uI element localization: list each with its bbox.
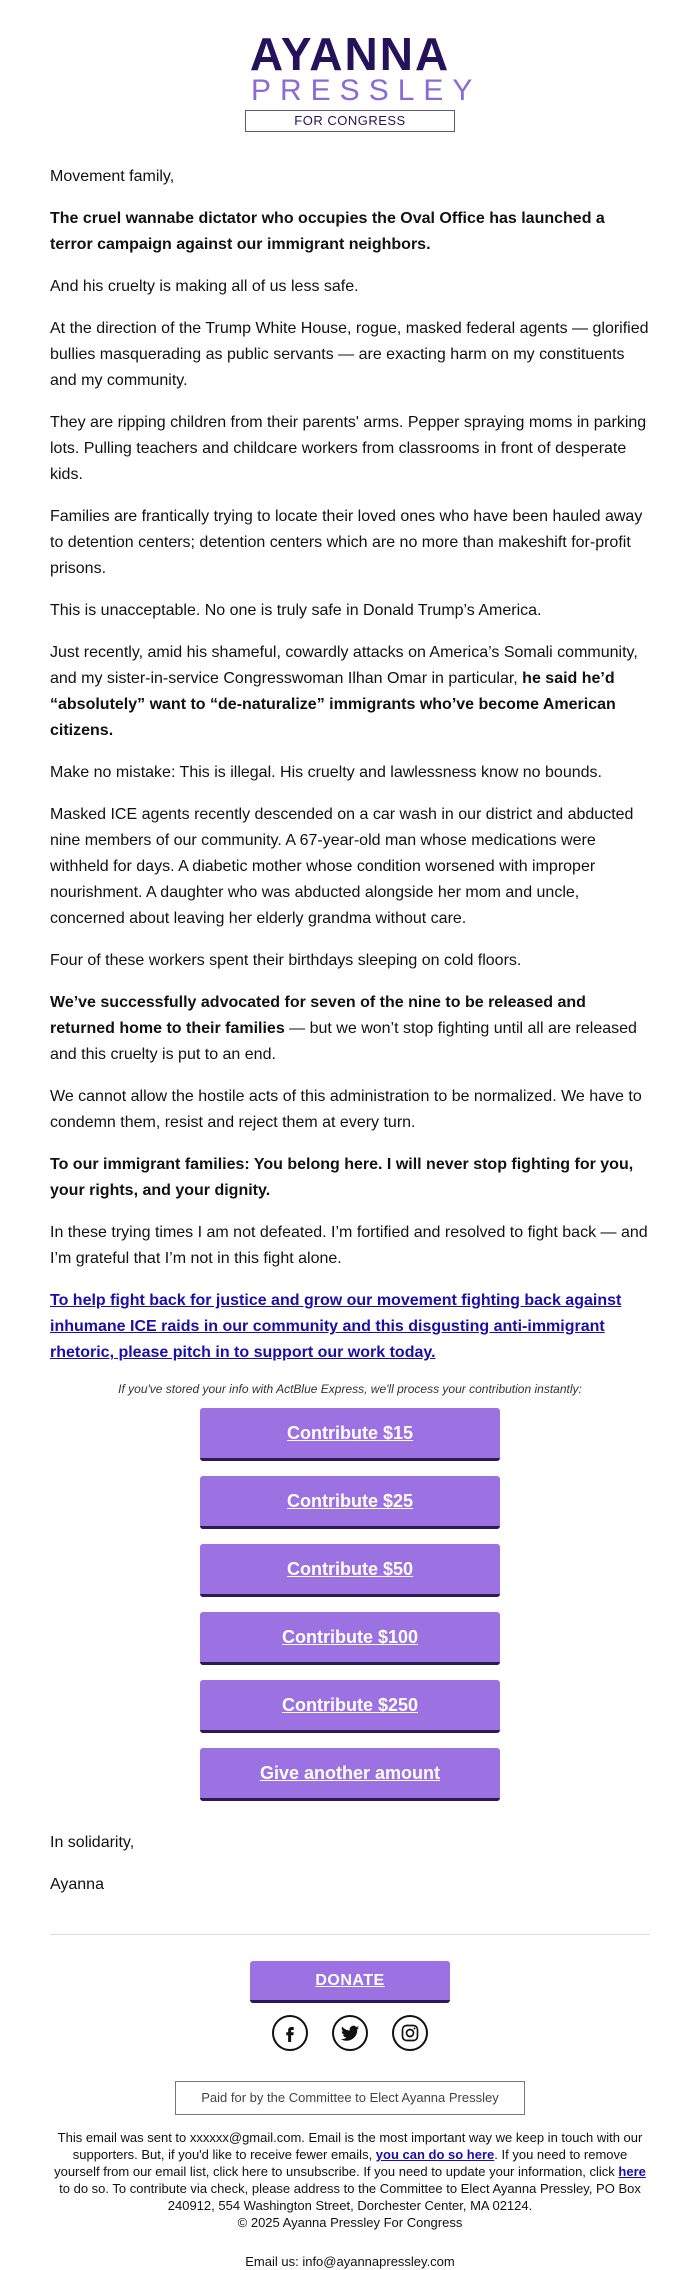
update-info-link[interactable]: here <box>618 2164 646 2179</box>
support-link[interactable]: To help fight back for justice and grow our movement fighting back against inhumane ICE raids in our community and this disgusting anti-immigrant rhetoric, please pitch in to support our work today. <box>50 1292 622 1361</box>
facebook-icon[interactable] <box>272 2015 308 2051</box>
paragraph-2: And his cruelty is making all of us less safe. <box>50 278 359 295</box>
paragraph-14: In these trying times I am not defeated. I’m fortified and resolved to fight back — and I’m grateful that I’m not in this fight alone. <box>50 1224 648 1267</box>
paragraph-1: The cruel wannabe dictator who occupies the Oval Office has launched a terror campaign against our immigrant neighbors. <box>50 210 605 253</box>
footer-text-3: to do so. To contribute via check, please address to the Committee to Elect Ayanna Pressley, PO Box 240912, 554 Washington Street, Dorchester Center, MA 02124. <box>59 2181 641 2213</box>
signoff <box>50 1830 650 1898</box>
social-links <box>0 2015 700 2051</box>
contact-email: Email us: info@ayannapressley.com <box>245 2254 455 2269</box>
paragraph-4: They are ripping children from their parents' arms. Pepper spraying moms in parking lots. Pulling teachers and childcare workers from classrooms in front of desperate kids. <box>50 414 647 483</box>
other-amount-button[interactable]: Give another amount <box>200 1748 500 1801</box>
logo-name: AYANNA <box>249 28 451 80</box>
closing: In solidarity, <box>50 1834 135 1851</box>
contribute-100-button[interactable]: Contribute $100 <box>200 1612 500 1665</box>
paid-for-disclaimer: Paid for by the Committee to Elect Ayanna Pressley <box>175 2081 525 2115</box>
signature: Ayanna <box>50 1876 104 1893</box>
campaign-logo <box>245 28 482 132</box>
greeting: Movement family, <box>50 168 175 185</box>
paragraph-11-text: — but we won’t stop fighting until all are released and this cruelty is put to an end. <box>50 1020 637 1063</box>
contribute-25-button[interactable]: Contribute $25 <box>200 1476 500 1529</box>
paragraph-6: This is unacceptable. No one is truly safe in Donald Trump’s America. <box>50 602 542 619</box>
donate-wrap <box>0 1961 700 2003</box>
paragraph-3: At the direction of the Trump White House, rogue, masked federal agents — glorified bullies masquerading as public servants — are exacting harm on my constituents and my community. <box>50 320 649 389</box>
paragraph-9: Masked ICE agents recently descended on a car wash in our district and abducted nine members of our community. A 67-year-old man whose medications were withheld for days. A diabetic mother whose condition worsened with improper nourishment. A daughter who was abducted alongside her mom and uncle, concerned about leaving her elderly grandma without care. <box>50 806 634 927</box>
paragraph-13: To our immigrant families: You belong here. I will never stop fighting for you, your rights, and your dignity. <box>50 1156 634 1199</box>
footer-text <box>50 2129 650 2214</box>
footer <box>0 2115 700 2270</box>
paragraph-12: We cannot allow the hostile acts of this administration to be normalized. We have to condemn them, resist and reject them at every turn. <box>50 1088 642 1131</box>
paragraph-10: Four of these workers spent their birthdays sleeping on cold floors. <box>50 952 522 969</box>
contribution-buttons <box>50 1408 650 1816</box>
logo-tagline: FOR CONGRESS <box>245 110 455 132</box>
logo-surname: PRESSLEY <box>251 74 482 107</box>
donate-button[interactable]: DONATE <box>250 1961 450 2003</box>
contribute-50-button[interactable]: Contribute $50 <box>200 1544 500 1597</box>
cta-paragraph <box>50 1288 650 1366</box>
letter-body <box>0 132 700 1898</box>
paragraph-11-bold: We’ve successfully advocated for seven of the nine to be released and returned home to their families <box>50 994 586 1037</box>
paragraph-8: Make no mistake: This is illegal. His cruelty and lawlessness know no bounds. <box>50 764 602 781</box>
copyright: © 2025 Ayanna Pressley For Congress <box>237 2215 463 2230</box>
divider <box>50 1934 650 1935</box>
paragraph-7-text: Just recently, amid his shameful, cowardly attacks on America’s Somali community, and my sister-in-service Congresswoman Ilhan Omar in particular, <box>50 644 638 687</box>
actblue-express-note: If you've stored your info with ActBlue Express, we'll process your contribution instantly: <box>118 1382 582 1396</box>
instagram-icon[interactable] <box>392 2015 428 2051</box>
twitter-icon[interactable] <box>332 2015 368 2051</box>
footer-text-2: . If you need to remove yourself from our email list, click here to unsubscribe. If you need to update your information, click <box>54 2147 628 2179</box>
fewer-emails-link[interactable]: you can do so here <box>375 2147 495 2162</box>
contribute-15-button[interactable]: Contribute $15 <box>200 1408 500 1461</box>
contribute-250-button[interactable]: Contribute $250 <box>200 1680 500 1733</box>
footer-text-1: This email was sent to xxxxxx@gmail.com. Email is the most important way we keep in touch with our supporters. But, if you'd like to receive fewer emails, <box>57 2130 643 2162</box>
paragraph-5: Families are frantically trying to locate their loved ones who have been hauled away to detention centers; detention centers which are no more than makeshift for-profit prisons. <box>50 508 643 577</box>
paragraph-11 <box>50 990 650 1068</box>
paragraph-7-bold: he said he’d “absolutely” want to “de-naturalize” immigrants who’ve become American citizens. <box>50 670 616 739</box>
paragraph-7 <box>50 640 650 744</box>
